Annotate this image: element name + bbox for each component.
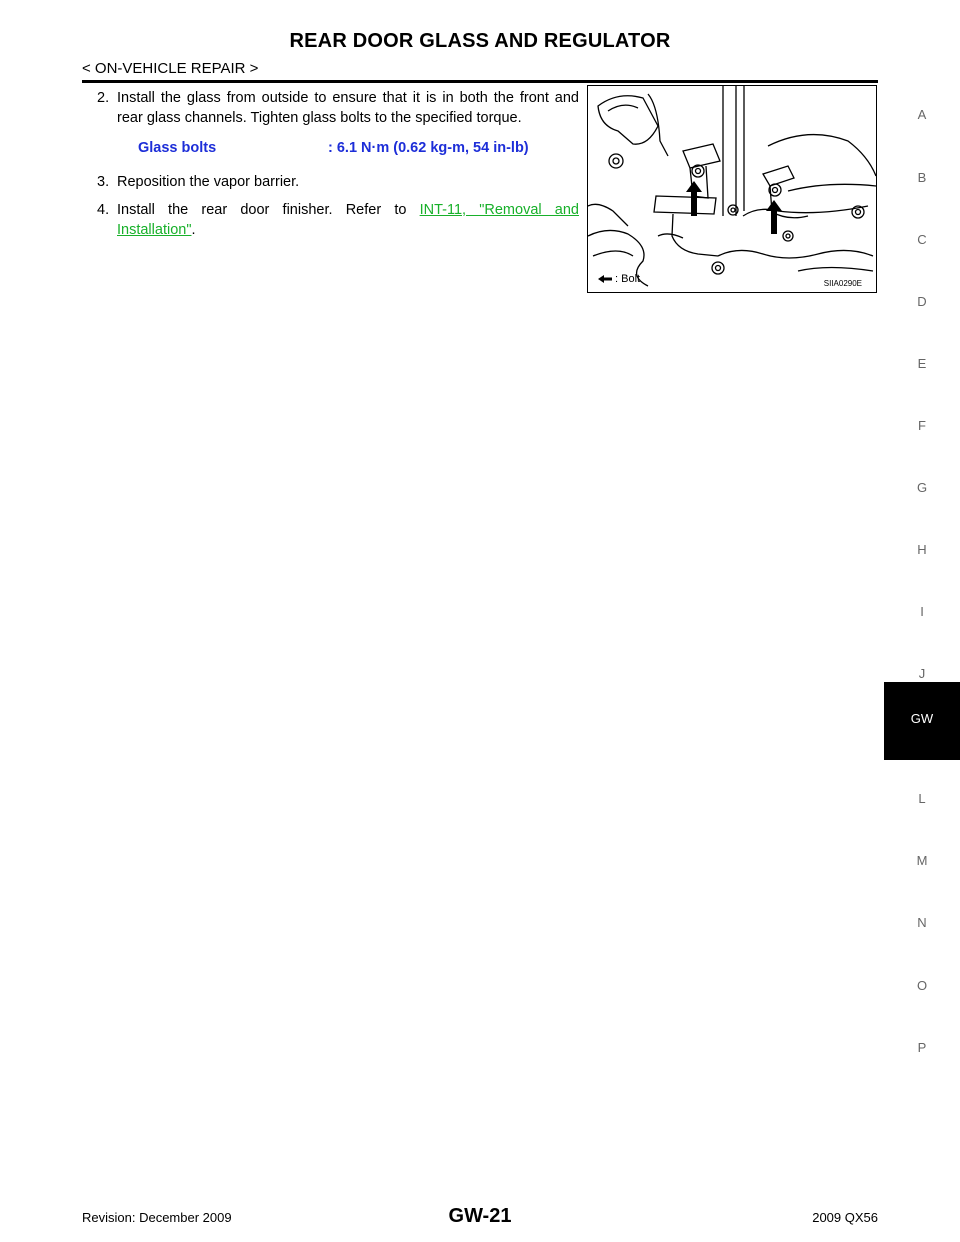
step-number: 2. bbox=[97, 90, 110, 106]
index-tab-l[interactable]: L bbox=[918, 791, 926, 806]
model-year: 2009 QX56 bbox=[812, 1210, 878, 1225]
step-text: Install the glass from outside to ensure that it is in both the front and rear glass channels. Tighten glass bolts to the specified torque. bbox=[117, 90, 579, 126]
index-tab-m[interactable]: M bbox=[916, 853, 928, 868]
header-rule bbox=[82, 80, 878, 83]
index-tab-j[interactable]: J bbox=[918, 666, 926, 681]
index-tab-n[interactable]: N bbox=[917, 915, 927, 930]
step-text bbox=[117, 200, 579, 240]
index-tab-i[interactable]: I bbox=[920, 604, 924, 619]
index-tab-f[interactable]: F bbox=[918, 418, 926, 433]
revision-date: Revision: December 2009 bbox=[82, 1210, 232, 1225]
section-index bbox=[884, 0, 960, 1242]
figure-legend bbox=[598, 273, 640, 285]
step-3 bbox=[97, 172, 579, 192]
index-tab-gw[interactable]: GW bbox=[910, 711, 934, 726]
step-number: 4. bbox=[97, 202, 110, 218]
reference-link[interactable]: INT-11, "Removal and Installation" bbox=[117, 202, 579, 238]
procedure-steps bbox=[97, 88, 579, 240]
spec-label: Glass bolts bbox=[138, 140, 217, 156]
step-4 bbox=[97, 200, 579, 240]
index-tab-h[interactable]: H bbox=[917, 542, 927, 557]
index-tab-d[interactable]: D bbox=[917, 294, 927, 309]
step-number: 3. bbox=[97, 174, 110, 190]
step-2 bbox=[97, 88, 579, 128]
figure-code: SIIA0290E bbox=[823, 279, 862, 288]
bolt-arrow-icon bbox=[598, 275, 612, 283]
page-title: REAR DOOR GLASS AND REGULATOR bbox=[289, 30, 671, 52]
index-tab-c[interactable]: C bbox=[917, 232, 927, 247]
section-subtitle: < ON-VEHICLE REPAIR > bbox=[82, 60, 259, 77]
index-tab-p[interactable]: P bbox=[917, 1040, 927, 1055]
door-panel-drawing bbox=[588, 86, 877, 293]
step-text-after: . bbox=[191, 222, 196, 238]
index-tab-o[interactable]: O bbox=[916, 978, 928, 993]
step-text-before: Install the rear door finisher. Refer to bbox=[117, 202, 420, 218]
legend-text: : Bolt bbox=[615, 273, 641, 285]
spec-value: : 6.1 N·m (0.62 kg-m, 54 in-lb) bbox=[328, 140, 529, 156]
index-tab-e[interactable]: E bbox=[917, 356, 927, 371]
page-number: GW-21 bbox=[448, 1205, 512, 1227]
index-tab-g[interactable]: G bbox=[916, 480, 928, 495]
glass-bolt-illustration bbox=[587, 85, 877, 293]
index-tab-a[interactable]: A bbox=[917, 107, 927, 122]
step-text: Reposition the vapor barrier. bbox=[117, 174, 300, 190]
torque-spec bbox=[138, 138, 579, 158]
index-tab-b[interactable]: B bbox=[917, 170, 927, 185]
